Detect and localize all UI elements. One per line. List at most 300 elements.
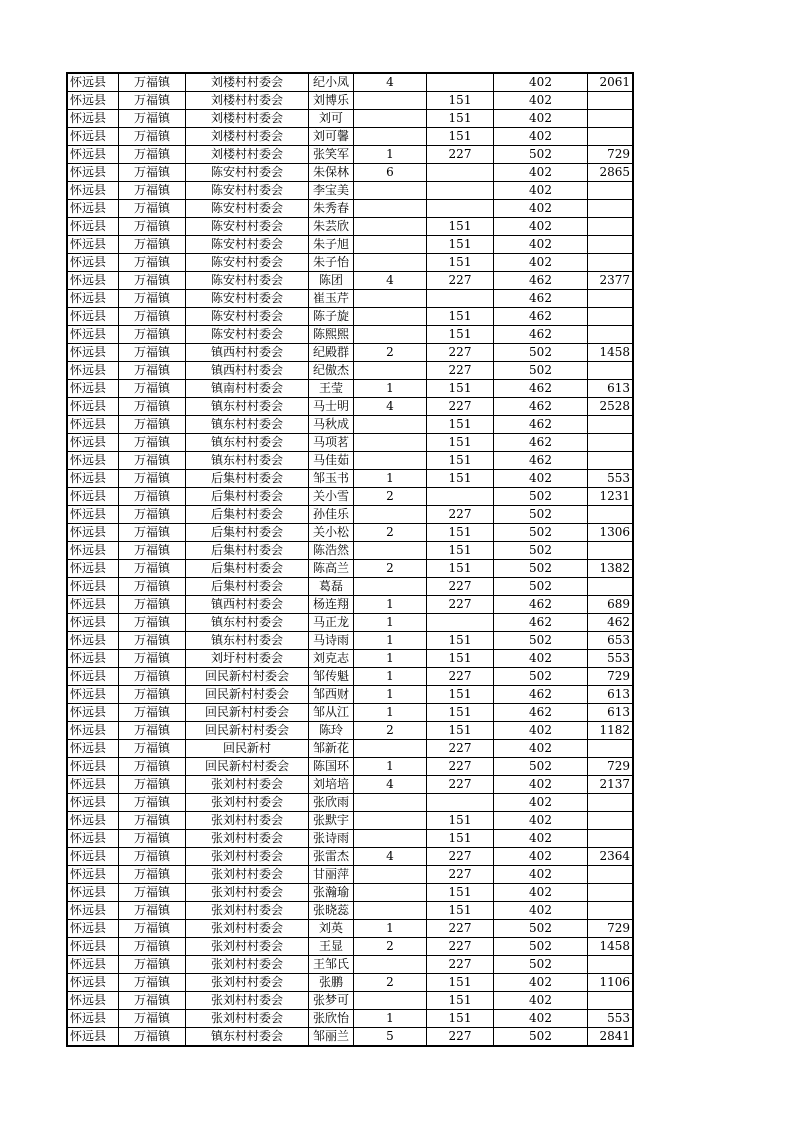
village-cell: 陈安村村委会 (186, 164, 309, 182)
town-cell: 万福镇 (119, 974, 186, 992)
county-cell: 怀远县 (67, 200, 119, 218)
town-cell: 万福镇 (119, 1028, 186, 1047)
table-row (67, 920, 633, 938)
amount-a-cell: 227 (427, 776, 494, 794)
amount-b-cell: 402 (494, 164, 588, 182)
total-cell (588, 866, 634, 884)
household-count-cell: 4 (354, 398, 427, 416)
amount-b-cell: 402 (494, 812, 588, 830)
town-cell: 万福镇 (119, 650, 186, 668)
household-count-cell: 2 (354, 524, 427, 542)
amount-b-cell: 462 (494, 290, 588, 308)
amount-b-cell: 462 (494, 326, 588, 344)
total-cell: 2364 (588, 848, 634, 866)
household-count-cell: 1 (354, 632, 427, 650)
table-row (67, 974, 633, 992)
village-cell: 张刘村村委会 (186, 776, 309, 794)
amount-a-cell: 151 (427, 992, 494, 1010)
table-row (67, 488, 633, 506)
village-cell: 陈安村村委会 (186, 326, 309, 344)
table-row (67, 452, 633, 470)
household-count-cell: 1 (354, 380, 427, 398)
table-row (67, 434, 633, 452)
total-cell: 729 (588, 758, 634, 776)
amount-a-cell: 227 (427, 362, 494, 380)
amount-b-cell: 402 (494, 866, 588, 884)
table-row (67, 236, 633, 254)
village-cell: 刘楼村村委会 (186, 92, 309, 110)
total-cell: 613 (588, 704, 634, 722)
table-row (67, 506, 633, 524)
name-cell: 马秋成 (309, 416, 354, 434)
household-count-cell: 4 (354, 73, 427, 92)
amount-a-cell: 227 (427, 848, 494, 866)
total-cell (588, 416, 634, 434)
table-row (67, 902, 633, 920)
amount-a-cell (427, 200, 494, 218)
household-count-cell (354, 794, 427, 812)
total-cell: 2061 (588, 73, 634, 92)
amount-a-cell: 227 (427, 956, 494, 974)
amount-a-cell: 227 (427, 920, 494, 938)
total-cell: 729 (588, 668, 634, 686)
town-cell: 万福镇 (119, 488, 186, 506)
town-cell: 万福镇 (119, 506, 186, 524)
amount-a-cell: 151 (427, 380, 494, 398)
amount-a-cell: 151 (427, 470, 494, 488)
town-cell: 万福镇 (119, 254, 186, 272)
name-cell: 刘可 (309, 110, 354, 128)
county-cell: 怀远县 (67, 470, 119, 488)
town-cell: 万福镇 (119, 902, 186, 920)
total-cell (588, 830, 634, 848)
name-cell: 张瀚瑜 (309, 884, 354, 902)
table-row (67, 776, 633, 794)
village-cell: 陈安村村委会 (186, 200, 309, 218)
name-cell: 朱芸欣 (309, 218, 354, 236)
village-cell: 陈安村村委会 (186, 182, 309, 200)
county-cell: 怀远县 (67, 830, 119, 848)
amount-a-cell: 151 (427, 110, 494, 128)
table-row (67, 290, 633, 308)
amount-a-cell: 151 (427, 92, 494, 110)
table-row (67, 938, 633, 956)
county-cell: 怀远县 (67, 866, 119, 884)
village-cell: 镇东村村委会 (186, 434, 309, 452)
table-row (67, 758, 633, 776)
town-cell: 万福镇 (119, 830, 186, 848)
table-row (67, 722, 633, 740)
county-cell: 怀远县 (67, 668, 119, 686)
household-count-cell (354, 884, 427, 902)
amount-a-cell (427, 182, 494, 200)
amount-a-cell: 151 (427, 812, 494, 830)
amount-b-cell: 402 (494, 128, 588, 146)
total-cell (588, 506, 634, 524)
amount-a-cell: 151 (427, 974, 494, 992)
name-cell: 马士明 (309, 398, 354, 416)
table-row (67, 128, 633, 146)
town-cell: 万福镇 (119, 542, 186, 560)
table-row (67, 524, 633, 542)
total-cell (588, 128, 634, 146)
table-row (67, 416, 633, 434)
village-cell: 后集村村委会 (186, 470, 309, 488)
town-cell: 万福镇 (119, 524, 186, 542)
amount-b-cell: 502 (494, 506, 588, 524)
town-cell: 万福镇 (119, 344, 186, 362)
village-cell: 镇西村村委会 (186, 596, 309, 614)
county-cell: 怀远县 (67, 686, 119, 704)
total-cell: 1182 (588, 722, 634, 740)
village-cell: 后集村村委会 (186, 488, 309, 506)
town-cell: 万福镇 (119, 920, 186, 938)
amount-b-cell: 462 (494, 398, 588, 416)
table-row (67, 830, 633, 848)
amount-a-cell: 227 (427, 272, 494, 290)
village-cell: 陈安村村委会 (186, 272, 309, 290)
name-cell: 陈高兰 (309, 560, 354, 578)
name-cell: 刘博乐 (309, 92, 354, 110)
household-count-cell (354, 92, 427, 110)
household-count-cell (354, 236, 427, 254)
town-cell: 万福镇 (119, 164, 186, 182)
town-cell: 万福镇 (119, 740, 186, 758)
table-row (67, 956, 633, 974)
county-cell: 怀远县 (67, 794, 119, 812)
name-cell: 张梦可 (309, 992, 354, 1010)
total-cell (588, 884, 634, 902)
amount-a-cell (427, 290, 494, 308)
amount-b-cell: 502 (494, 362, 588, 380)
household-count-cell: 1 (354, 668, 427, 686)
table-row (67, 992, 633, 1010)
household-count-cell (354, 362, 427, 380)
amount-b-cell: 402 (494, 722, 588, 740)
amount-a-cell: 151 (427, 632, 494, 650)
amount-b-cell: 462 (494, 308, 588, 326)
amount-a-cell: 227 (427, 1028, 494, 1047)
amount-a-cell (427, 73, 494, 92)
table-row (67, 578, 633, 596)
town-cell: 万福镇 (119, 614, 186, 632)
county-cell: 怀远县 (67, 722, 119, 740)
table-row (67, 542, 633, 560)
amount-b-cell: 502 (494, 956, 588, 974)
name-cell: 刘培培 (309, 776, 354, 794)
household-count-cell (354, 326, 427, 344)
amount-a-cell: 151 (427, 704, 494, 722)
village-cell: 镇东村村委会 (186, 632, 309, 650)
household-count-cell (354, 812, 427, 830)
amount-a-cell: 227 (427, 596, 494, 614)
amount-b-cell: 402 (494, 992, 588, 1010)
household-count-cell: 1 (354, 920, 427, 938)
name-cell: 陈浩然 (309, 542, 354, 560)
amount-b-cell: 502 (494, 488, 588, 506)
name-cell: 朱子旭 (309, 236, 354, 254)
amount-a-cell (427, 614, 494, 632)
total-cell: 729 (588, 146, 634, 164)
village-cell: 刘楼村村委会 (186, 73, 309, 92)
amount-b-cell: 462 (494, 452, 588, 470)
name-cell: 葛磊 (309, 578, 354, 596)
total-cell: 2865 (588, 164, 634, 182)
amount-b-cell: 402 (494, 218, 588, 236)
county-cell: 怀远县 (67, 596, 119, 614)
table-body (67, 73, 633, 1046)
county-cell: 怀远县 (67, 848, 119, 866)
name-cell: 张诗雨 (309, 830, 354, 848)
household-count-cell (354, 866, 427, 884)
total-cell (588, 902, 634, 920)
total-cell: 729 (588, 920, 634, 938)
county-cell: 怀远县 (67, 758, 119, 776)
amount-a-cell: 151 (427, 416, 494, 434)
amount-b-cell: 462 (494, 434, 588, 452)
household-count-cell (354, 452, 427, 470)
table-row (67, 218, 633, 236)
total-cell (588, 452, 634, 470)
village-cell: 后集村村委会 (186, 560, 309, 578)
village-cell: 张刘村村委会 (186, 920, 309, 938)
town-cell: 万福镇 (119, 452, 186, 470)
amount-b-cell: 502 (494, 758, 588, 776)
total-cell (588, 200, 634, 218)
amount-a-cell: 227 (427, 866, 494, 884)
table-row (67, 848, 633, 866)
village-cell: 镇东村村委会 (186, 452, 309, 470)
town-cell: 万福镇 (119, 110, 186, 128)
town-cell: 万福镇 (119, 866, 186, 884)
name-cell: 陈熙熙 (309, 326, 354, 344)
county-cell: 怀远县 (67, 740, 119, 758)
household-count-cell: 1 (354, 614, 427, 632)
village-cell: 陈安村村委会 (186, 236, 309, 254)
village-cell: 镇东村村委会 (186, 398, 309, 416)
village-cell: 张刘村村委会 (186, 1010, 309, 1028)
name-cell: 张笑军 (309, 146, 354, 164)
table-row (67, 272, 633, 290)
amount-a-cell: 151 (427, 128, 494, 146)
household-count-cell (354, 992, 427, 1010)
household-count-cell: 1 (354, 650, 427, 668)
name-cell: 邹新花 (309, 740, 354, 758)
household-count-cell: 2 (354, 938, 427, 956)
household-count-cell: 1 (354, 146, 427, 164)
name-cell: 王邹氏 (309, 956, 354, 974)
amount-a-cell: 227 (427, 578, 494, 596)
household-count-cell: 2 (354, 974, 427, 992)
table-row (67, 398, 633, 416)
household-count-cell (354, 506, 427, 524)
town-cell: 万福镇 (119, 416, 186, 434)
village-cell: 陈安村村委会 (186, 308, 309, 326)
village-cell: 张刘村村委会 (186, 848, 309, 866)
name-cell: 张默宇 (309, 812, 354, 830)
village-cell: 张刘村村委会 (186, 884, 309, 902)
amount-b-cell: 502 (494, 542, 588, 560)
table-row (67, 704, 633, 722)
village-cell: 回民新村村委会 (186, 686, 309, 704)
county-cell: 怀远县 (67, 578, 119, 596)
name-cell: 陈国环 (309, 758, 354, 776)
total-cell: 1306 (588, 524, 634, 542)
county-cell: 怀远县 (67, 1010, 119, 1028)
village-cell: 陈安村村委会 (186, 290, 309, 308)
amount-a-cell: 151 (427, 686, 494, 704)
household-count-cell (354, 740, 427, 758)
table-row (67, 110, 633, 128)
name-cell: 张晓蕊 (309, 902, 354, 920)
total-cell: 2528 (588, 398, 634, 416)
town-cell: 万福镇 (119, 884, 186, 902)
name-cell: 张欣雨 (309, 794, 354, 812)
name-cell: 刘可馨 (309, 128, 354, 146)
table-row (67, 668, 633, 686)
name-cell: 邹从江 (309, 704, 354, 722)
town-cell: 万福镇 (119, 848, 186, 866)
village-cell: 镇南村村委会 (186, 380, 309, 398)
amount-a-cell: 151 (427, 650, 494, 668)
name-cell: 陈子旋 (309, 308, 354, 326)
amount-a-cell: 227 (427, 398, 494, 416)
total-cell (588, 578, 634, 596)
village-cell: 刘楼村村委会 (186, 110, 309, 128)
town-cell: 万福镇 (119, 362, 186, 380)
table-row (67, 182, 633, 200)
amount-a-cell: 151 (427, 902, 494, 920)
name-cell: 陈团 (309, 272, 354, 290)
amount-b-cell: 402 (494, 236, 588, 254)
town-cell: 万福镇 (119, 290, 186, 308)
household-count-cell (354, 434, 427, 452)
town-cell: 万福镇 (119, 632, 186, 650)
amount-b-cell: 502 (494, 560, 588, 578)
amount-a-cell: 151 (427, 326, 494, 344)
table-row (67, 632, 633, 650)
table-row (67, 740, 633, 758)
county-cell: 怀远县 (67, 920, 119, 938)
total-cell (588, 794, 634, 812)
village-cell: 后集村村委会 (186, 524, 309, 542)
table-row (67, 866, 633, 884)
county-cell: 怀远县 (67, 398, 119, 416)
amount-b-cell: 402 (494, 650, 588, 668)
name-cell: 邹传魁 (309, 668, 354, 686)
county-cell: 怀远县 (67, 110, 119, 128)
amount-b-cell: 462 (494, 704, 588, 722)
household-count-cell: 2 (354, 722, 427, 740)
table-row (67, 614, 633, 632)
town-cell: 万福镇 (119, 812, 186, 830)
household-count-cell (354, 830, 427, 848)
county-cell: 怀远县 (67, 218, 119, 236)
town-cell: 万福镇 (119, 200, 186, 218)
household-count-cell (354, 128, 427, 146)
total-cell: 613 (588, 686, 634, 704)
amount-b-cell: 402 (494, 92, 588, 110)
name-cell: 邹丽兰 (309, 1028, 354, 1047)
village-cell: 镇西村村委会 (186, 362, 309, 380)
name-cell: 马佳茹 (309, 452, 354, 470)
village-cell: 后集村村委会 (186, 506, 309, 524)
county-cell: 怀远县 (67, 902, 119, 920)
total-cell: 553 (588, 1010, 634, 1028)
county-cell: 怀远县 (67, 308, 119, 326)
village-cell: 刘楼村村委会 (186, 128, 309, 146)
total-cell (588, 218, 634, 236)
table-row (67, 326, 633, 344)
household-count-cell: 4 (354, 776, 427, 794)
amount-b-cell: 502 (494, 920, 588, 938)
name-cell: 关小雪 (309, 488, 354, 506)
village-cell: 张刘村村委会 (186, 812, 309, 830)
total-cell (588, 290, 634, 308)
amount-b-cell: 462 (494, 272, 588, 290)
total-cell: 1382 (588, 560, 634, 578)
household-count-cell (354, 308, 427, 326)
household-count-cell (354, 182, 427, 200)
county-cell: 怀远县 (67, 992, 119, 1010)
name-cell: 马正龙 (309, 614, 354, 632)
county-cell: 怀远县 (67, 182, 119, 200)
name-cell: 杨连翔 (309, 596, 354, 614)
amount-b-cell: 502 (494, 524, 588, 542)
household-count-cell: 2 (354, 560, 427, 578)
total-cell (588, 254, 634, 272)
household-count-cell: 4 (354, 272, 427, 290)
amount-b-cell: 462 (494, 614, 588, 632)
name-cell: 刘英 (309, 920, 354, 938)
amount-a-cell: 227 (427, 506, 494, 524)
amount-a-cell: 151 (427, 452, 494, 470)
county-cell: 怀远县 (67, 290, 119, 308)
amount-b-cell: 402 (494, 794, 588, 812)
amount-b-cell: 402 (494, 884, 588, 902)
county-cell: 怀远县 (67, 884, 119, 902)
table-row (67, 344, 633, 362)
county-cell: 怀远县 (67, 506, 119, 524)
county-cell: 怀远县 (67, 434, 119, 452)
total-cell: 653 (588, 632, 634, 650)
town-cell: 万福镇 (119, 236, 186, 254)
town-cell: 万福镇 (119, 128, 186, 146)
amount-a-cell: 151 (427, 236, 494, 254)
name-cell: 张欣怡 (309, 1010, 354, 1028)
table-row (67, 254, 633, 272)
amount-b-cell: 502 (494, 578, 588, 596)
total-cell (588, 812, 634, 830)
county-cell: 怀远县 (67, 92, 119, 110)
village-cell: 刘楼村村委会 (186, 146, 309, 164)
total-cell (588, 542, 634, 560)
county-cell: 怀远县 (67, 164, 119, 182)
table-row (67, 686, 633, 704)
county-cell: 怀远县 (67, 956, 119, 974)
town-cell: 万福镇 (119, 668, 186, 686)
county-cell: 怀远县 (67, 938, 119, 956)
county-cell: 怀远县 (67, 272, 119, 290)
county-cell: 怀远县 (67, 650, 119, 668)
household-table (66, 72, 634, 1047)
amount-b-cell: 402 (494, 470, 588, 488)
amount-b-cell: 402 (494, 974, 588, 992)
amount-b-cell: 402 (494, 110, 588, 128)
name-cell: 朱秀春 (309, 200, 354, 218)
amount-a-cell: 227 (427, 344, 494, 362)
name-cell: 马诗雨 (309, 632, 354, 650)
